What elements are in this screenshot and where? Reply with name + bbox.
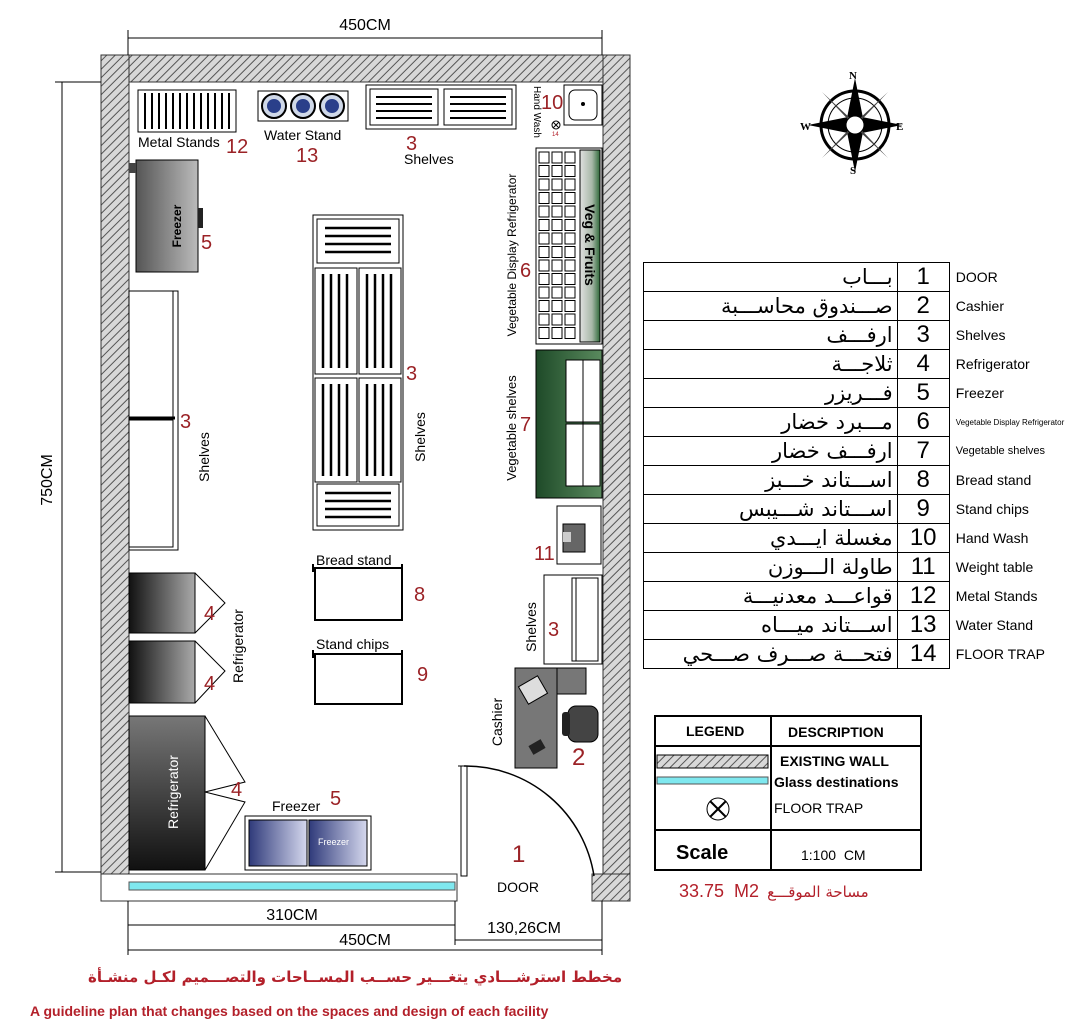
floor-trap-text: FLOOR TRAP [774,800,864,816]
veg-display-cell [552,247,562,258]
cashier-label: Cashier [489,697,505,747]
legend-row [644,379,1086,408]
num-11: 11 [534,543,555,565]
legend-row [644,321,1086,350]
compass-s: S [850,165,857,177]
veg-display-cell [565,220,575,231]
legend-row [644,611,1086,640]
legend-arabic: ارفـــف [644,321,898,350]
legend-english: Metal Stands [955,588,1038,604]
num-5-left: 5 [201,232,213,254]
legend-number: 4 [897,350,949,379]
center-shelves [313,215,403,530]
legend-english: Hand Wash [955,530,1029,546]
dim-height: 750CM [39,454,56,506]
veg-display-cell [552,220,562,231]
refrigerator-side-label: Refrigerator [230,609,246,683]
legend-arabic: اســـتاند ميـــاه [644,611,898,640]
legend-number: 5 [897,379,949,408]
veg-display-cell [565,301,575,312]
hand-wash [564,85,602,125]
veg-display-cell [552,314,562,325]
legend-row [644,553,1086,582]
veg-display-cell [552,328,562,339]
legend-arabic: ثلاجـــة [644,350,898,379]
freezer-bottom-label: Freezer [272,798,321,814]
veg-display-cell [552,179,562,190]
legend-english: Water Stand [955,617,1034,633]
legend-number: 7 [897,437,949,466]
legend-english: Stand chips [955,501,1029,517]
num-2: 2 [572,744,586,771]
legend-row [644,495,1086,524]
veg-display-cell [552,166,562,177]
floor-trap-icon [552,121,560,129]
num-10: 10 [541,92,564,114]
legend-row [644,524,1086,553]
big-refrigerator [129,716,245,870]
legend-english: Cashier [955,298,1004,314]
veg-fruits-label: Veg & Fruits [582,204,598,286]
legend-number: 6 [897,408,949,437]
veg-display-cell [565,314,575,325]
legend-english: Weight table [955,559,1034,575]
veg-display-cell [552,274,562,285]
num-6: 6 [520,260,532,282]
site-area-value: 33.75 M2 [679,881,760,901]
legend-row [644,640,1086,669]
veg-display-cell [539,166,549,177]
num-4-b: 4 [204,673,216,695]
veg-display-cell [539,247,549,258]
dim-bottom-left: 310CM [266,907,318,924]
veg-display-cell [539,233,549,244]
legend-arabic: قواعـــد معدنيـــة [644,582,898,611]
stand-chips-label: Stand chips [316,636,390,652]
legend-row [644,408,1086,437]
refrigerator-big-label: Refrigerator [165,755,181,829]
veg-display-cell [539,328,549,339]
veg-display-cell [539,301,549,312]
bread-stand [313,564,402,620]
scale-value: 1:100 CM [801,847,866,863]
veg-display-cell [565,247,575,258]
legend-glass-swatch [657,777,768,784]
veg-display-cell [552,206,562,217]
compass-rose [808,78,902,172]
veg-display-cell [539,314,549,325]
shelves-left-label: Shelves [196,432,212,482]
description-header: DESCRIPTION [788,724,884,740]
veg-display-cell [552,193,562,204]
legend-english: Shelves [955,327,1006,343]
site-area [679,881,869,902]
veg-display-cell [565,152,575,163]
num-3-left: 3 [180,411,192,433]
legend-arabic: طاولة الـــوزن [644,553,898,582]
legend-arabic: صـــندوق محاســـبة [644,292,898,321]
veg-display-cell [565,193,575,204]
num-7: 7 [520,414,532,436]
legend-english: DOOR [955,269,998,285]
legend-arabic: فتحـــة صـــرف صـــحي [644,640,898,669]
water-stand-label: Water Stand [264,127,342,143]
num-9: 9 [417,664,429,686]
legend-arabic: مغسلة ايـــدي [644,524,898,553]
compass-e: E [896,121,904,133]
legend-row [644,292,1086,321]
hand-wash-label: Hand Wash [531,86,542,138]
legend-number: 1 [897,263,949,292]
glass-text: Glass destinations [774,774,899,790]
dim-bottom-total: 450CM [339,932,391,949]
stand-chips [313,650,402,704]
compass-n: N [849,70,857,82]
veg-display-cell [552,152,562,163]
legend-row [644,582,1086,611]
num-5-bottom: 5 [330,788,342,810]
veg-display-cell [565,233,575,244]
veg-display-cell [539,220,549,231]
veg-display-cell [539,179,549,190]
veg-display-cell [565,206,575,217]
legend-number: 13 [897,611,949,640]
veg-display-cell [539,274,549,285]
num-3-center: 3 [406,363,418,385]
weight-table [557,506,601,564]
veg-display-cell [539,260,549,271]
legend-number: 12 [897,582,949,611]
veg-display-cell [552,301,562,312]
veg-display-cell [565,274,575,285]
shelves-right-label: Shelves [523,602,539,652]
veg-display-cell [552,287,562,298]
num-8: 8 [414,584,426,606]
veg-display-cell [565,328,575,339]
num-1: 1 [512,841,526,868]
vegetable-shelves [536,350,602,498]
legend-number: 2 [897,292,949,321]
veg-display-cell [565,166,575,177]
legend-english: Refrigerator [955,356,1030,372]
metal-stands-label: Metal Stands [138,134,220,150]
dim-top: 450CM [339,17,391,34]
num-13: 13 [296,145,319,167]
floor-trap-num: 14 [552,132,559,138]
glass-destinations [129,882,455,890]
legend-english: FLOOR TRAP [955,646,1045,662]
legend-wall-swatch [657,755,768,768]
freezer-left [129,160,203,272]
legend-arabic: اســـتاند شـــيبس [644,495,898,524]
bread-stand-label: Bread stand [316,552,392,568]
num-3-right: 3 [548,619,560,641]
shelves-center-label: Shelves [412,412,428,462]
legend-arabic: بـــاب [644,263,898,292]
legend-number: 14 [897,640,949,669]
veg-shelves-label: Vegetable shelves [504,375,519,481]
compass-w: W [800,121,811,133]
footer-arabic: مخطط استرشـــادي يتغـــير حســب المســاحات والتصـــميم لكـل منشـأة [88,968,623,986]
dim-bottom-right: 130,26CM [487,920,561,937]
legend-arabic: ارفـــف خضار [644,437,898,466]
num-4-c: 4 [231,779,243,801]
legend-english: Freezer [955,385,1004,401]
door [458,766,594,876]
legend-row [644,437,1086,466]
legend-box [654,715,922,871]
veg-display-cell [539,193,549,204]
legend-number: 9 [897,495,949,524]
num-3-top: 3 [406,133,418,155]
veg-display-label: Vegetable Display Refrigerator [505,173,519,337]
freezer-left-label: Freezer [170,204,184,248]
legend-row [644,466,1086,495]
legend-english: Vegetable shelves [955,445,1046,457]
legend-floor-trap-icon [707,798,729,820]
metal-stands [138,90,236,132]
shelves-top-label: Shelves [404,151,454,167]
veg-display-cell [565,287,575,298]
scale-label: Scale [676,842,729,864]
legend-arabic: مـــبرد خضار [644,408,898,437]
legend-row [644,263,1086,292]
legend-table [643,262,1086,669]
left-shelves [129,291,178,550]
water-stand [258,91,348,121]
legend-header: LEGEND [686,723,745,739]
top-shelves [366,85,516,129]
num-4-a: 4 [204,603,216,625]
site-area-label: مساحة الموقـــع [767,883,869,901]
veg-display-cell [539,287,549,298]
legend-arabic: اســـتاند خـــبز [644,466,898,495]
legend-english: Vegetable Display Refrigerator [955,417,1065,427]
bottom-freezer [245,816,371,870]
veg-display-cell [565,179,575,190]
existing-wall-text: EXISTING WALL [780,753,889,769]
num-12: 12 [226,136,249,158]
legend-number: 8 [897,466,949,495]
door-label: DOOR [497,879,539,895]
veg-display-cell [565,260,575,271]
legend-row [644,350,1086,379]
legend-english: Bread stand [955,472,1032,488]
veg-display-cell [539,152,549,163]
veg-display-cell [539,206,549,217]
legend-number: 3 [897,321,949,350]
cashier-desk [515,668,598,768]
veg-display-cell [552,233,562,244]
freezer-inner-label: Freezer [318,837,350,847]
legend-number: 10 [897,524,949,553]
legend-arabic: فـــريزر [644,379,898,408]
footer-english: A guideline plan that changes based on the spaces and design of each facility [30,1003,549,1019]
legend-number: 11 [897,553,949,582]
veg-display-cell [552,260,562,271]
